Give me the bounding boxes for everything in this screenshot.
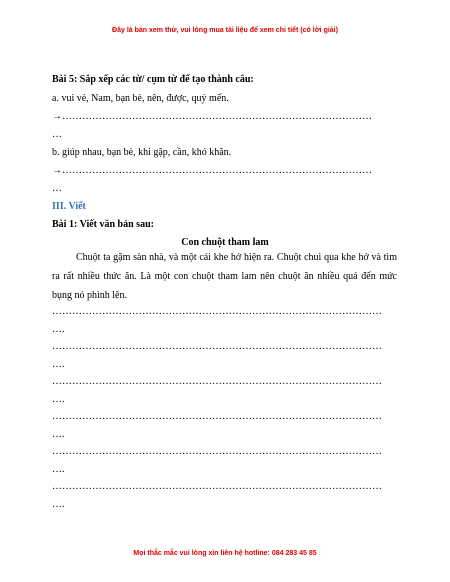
hotline-banner: Mọi thắc mắc vui lòng xin liên hệ hotline: 084 283 45 85	[133, 550, 317, 557]
writing-line-1-end: ….	[52, 324, 65, 335]
story-title: Con chuột tham lam	[181, 237, 269, 248]
writing-line-2-end: ….	[52, 359, 65, 370]
exercise-5-title: Bài 5: Sắp xếp các từ/ cụm từ để tạo thành câu:	[52, 74, 254, 85]
answer-line-b: →…………………………………………………………………………………	[52, 165, 372, 176]
writing-line-5: ………………………………………………………………………………………	[52, 446, 382, 457]
exercise-5-item-a: a. vui vẻ, Nam, bạn bè, nên, được, quý mến.	[52, 93, 229, 104]
writing-line-5-end: ….	[52, 464, 65, 475]
preview-banner: Đây là bản xem thử, vui lòng mua tài liệu để xem chi tiết (có lời giải)	[112, 27, 338, 34]
exercise-1-title: Bài 1: Viết văn bản sau:	[52, 219, 154, 230]
story-paragraph: Chuột ta gặm sàn nhà, và một cái khe hở hiện ra. Chuột chui qua khe hở và tìm ra rất nhiều thức ăn. Là một con chuột tham lam nên chuột ăn nhiều quá đến mức bụng nó phình lên.	[52, 252, 397, 301]
exercise-5-item-b: b. giúp nhau, bạn bè, khi gặp, cần, khó khăn.	[52, 147, 232, 158]
writing-line-2: ………………………………………………………………………………………	[52, 341, 382, 352]
writing-line-6-end: ….	[52, 499, 65, 510]
writing-line-4: ………………………………………………………………………………………	[52, 411, 382, 422]
answer-line-a-end: …	[52, 129, 62, 140]
writing-line-6: ………………………………………………………………………………………	[52, 481, 382, 492]
answer-line-b-end: …	[52, 183, 62, 194]
section-heading-writing: III. Viết	[52, 201, 86, 212]
writing-line-4-end: ….	[52, 429, 65, 440]
writing-line-3: ………………………………………………………………………………………	[52, 376, 382, 387]
writing-line-1: ………………………………………………………………………………………	[52, 306, 382, 317]
writing-line-3-end: ….	[52, 394, 65, 405]
answer-line-a: →…………………………………………………………………………………	[52, 111, 372, 122]
